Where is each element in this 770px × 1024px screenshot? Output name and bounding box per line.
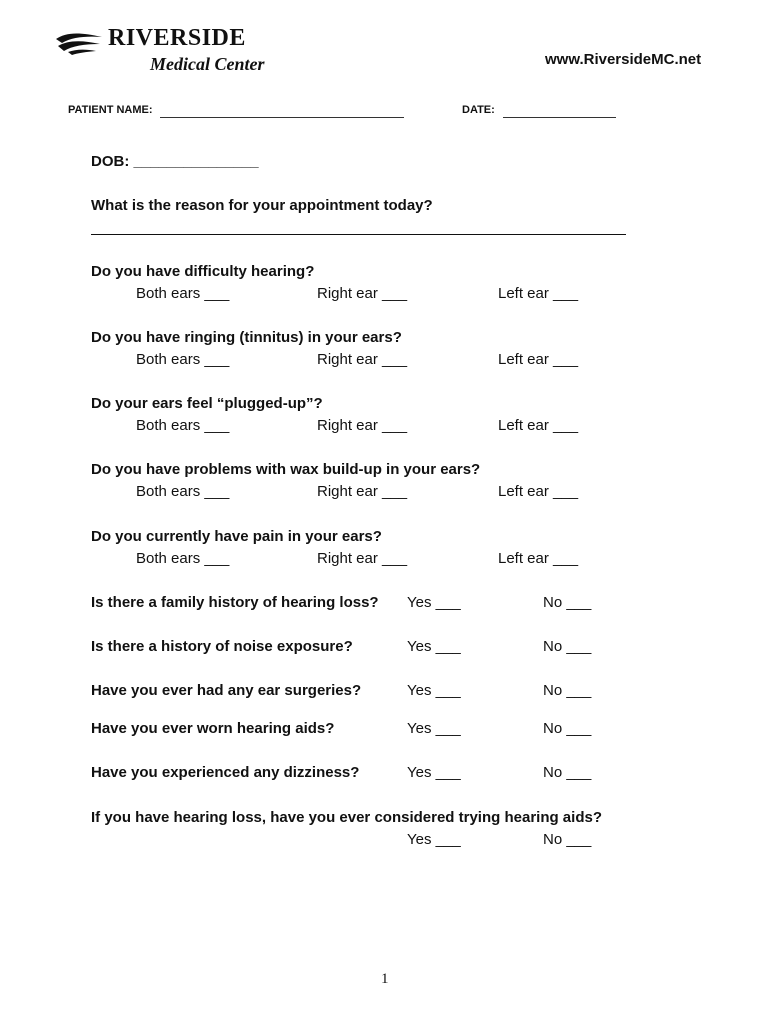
page-number: 1 [381,971,389,987]
left-ear-option[interactable]: Left ear ___ [498,417,579,434]
no-option[interactable]: No ___ [543,682,592,699]
right-ear-option[interactable]: Right ear ___ [317,550,408,567]
yes-option[interactable]: Yes ___ [407,638,461,655]
no-option[interactable]: No ___ [543,764,592,781]
left-ear-option[interactable]: Left ear ___ [498,483,579,500]
both-ears-option[interactable]: Both ears ___ [136,351,230,368]
patient-name-field[interactable] [160,117,404,118]
right-ear-option[interactable]: Right ear ___ [317,483,408,500]
wave-logo-icon [54,30,104,56]
yes-option[interactable]: Yes ___ [407,831,461,848]
ear-question: Do you have problems with wax build-up in your ears? [91,461,481,478]
both-ears-option[interactable]: Both ears ___ [136,483,230,500]
no-option[interactable]: No ___ [543,720,592,737]
yes-option[interactable]: Yes ___ [407,594,461,611]
reason-question: What is the reason for your appointment today? [91,197,433,214]
patient-name-label: PATIENT NAME: [68,104,153,116]
yes-no-question: Is there a history of noise exposure? [91,638,353,655]
yes-no-question: Have you ever had any ear surgeries? [91,682,362,699]
brand-name: RIVERSIDE [108,25,246,51]
left-ear-option[interactable]: Left ear ___ [498,550,579,567]
both-ears-option[interactable]: Both ears ___ [136,285,230,302]
yes-option[interactable]: Yes ___ [407,720,461,737]
left-ear-option[interactable]: Left ear ___ [498,351,579,368]
yes-option[interactable]: Yes ___ [407,682,461,699]
both-ears-option[interactable]: Both ears ___ [136,417,230,434]
yes-no-question: Have you ever worn hearing aids? [91,720,335,737]
both-ears-option[interactable]: Both ears ___ [136,550,230,567]
ear-question: Do you have difficulty hearing? [91,263,315,280]
yes-no-question: Have you experienced any dizziness? [91,764,360,781]
ear-question: Do your ears feel “plugged-up”? [91,395,323,412]
final-question: If you have hearing loss, have you ever considered trying hearing aids? [91,809,602,826]
yes-no-question: Is there a family history of hearing loss? [91,594,379,611]
ear-question: Do you currently have pain in your ears? [91,528,382,545]
brand-subtitle: Medical Center [150,54,265,74]
no-option[interactable]: No ___ [543,638,592,655]
dob-field[interactable]: DOB: _______________ [91,153,259,170]
date-field[interactable] [503,117,616,118]
right-ear-option[interactable]: Right ear ___ [317,417,408,434]
right-ear-option[interactable]: Right ear ___ [317,285,408,302]
date-label: DATE: [462,104,495,116]
no-option[interactable]: No ___ [543,831,592,848]
ear-question: Do you have ringing (tinnitus) in your ears? [91,329,402,346]
no-option[interactable]: No ___ [543,594,592,611]
left-ear-option[interactable]: Left ear ___ [498,285,579,302]
right-ear-option[interactable]: Right ear ___ [317,351,408,368]
reason-answer-field[interactable] [91,234,626,235]
yes-option[interactable]: Yes ___ [407,764,461,781]
website-link[interactable]: www.RiversideMC.net [545,51,702,68]
